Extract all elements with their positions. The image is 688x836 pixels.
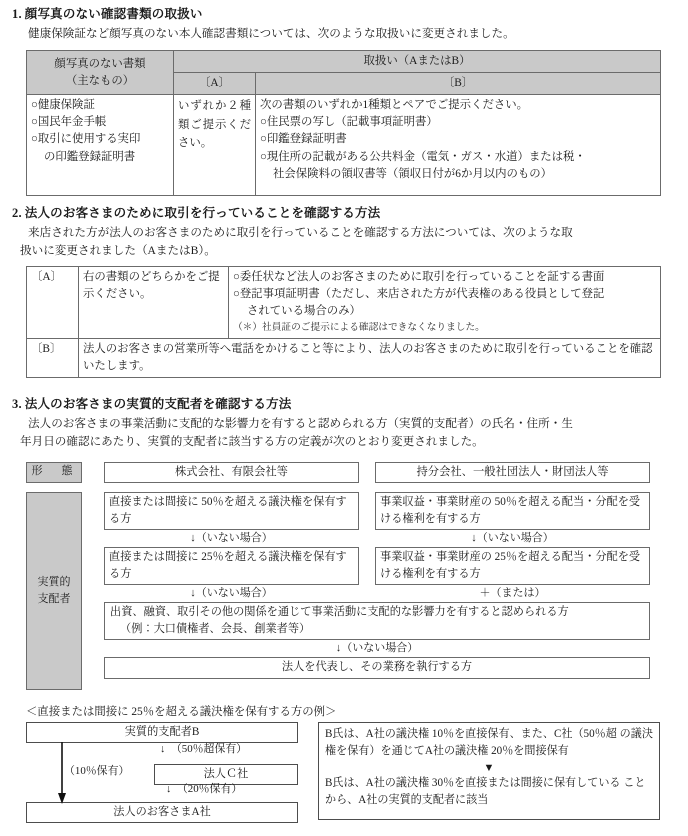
section-1 <box>0 6 688 43</box>
t2-label-b: 〔B〕 <box>27 338 79 377</box>
example-left-diagram <box>26 722 298 822</box>
t1-cell-treatment-a: いずれか２種類ご提示ください。 <box>174 95 256 196</box>
t1-doc-item: ○取引に使用する実印 <box>31 133 141 146</box>
tier2-left: 直接または間接に 25％を超える議決権を保有する方 <box>104 547 359 585</box>
table-no-photo-documents <box>26 50 661 196</box>
section-1-title: 顔写真のない確認書類の取扱い <box>24 7 203 21</box>
section-2-lead-line2: 扱いに変更されました（AまたはB）。 <box>20 243 216 257</box>
section-2-number: 2. <box>12 206 22 220</box>
diagram-label-beneficial-owner <box>26 492 82 690</box>
diagram-tier-4: 法人を代表し、その業務を執行する方 <box>104 657 650 679</box>
t1-header-doc-type <box>27 51 174 95</box>
t2-items-a <box>229 267 661 339</box>
diagram-tier-1 <box>104 492 656 530</box>
t1-doc-item: ○国民年金手帳 <box>31 116 107 129</box>
t1-doc-item: ○健康保険証 <box>31 99 95 112</box>
t1-b-item: ○現住所の記載がある公共料金（電気・ガス・水道）または税・ <box>260 150 586 163</box>
example-box-owner-b: 実質的支配者B <box>26 722 298 743</box>
t1-cell-treatment-b <box>256 95 661 196</box>
diagram-column-header-right: 持分会社、一般社団法人・財団法人等 <box>375 462 650 483</box>
t1-header-doc-type-line2: （主なもの） <box>65 74 135 87</box>
tier3-line2: （例：大口債権者、会長、創業者等） <box>120 622 311 635</box>
beneficial-owner-diagram <box>26 462 660 690</box>
t1-b-item: 社会保険料の領収書等（領収日付が6か月以内のもの） <box>273 167 553 180</box>
explanation-line4: ことから、A社の実質的支配者に該当 <box>325 776 646 806</box>
diagram-column-header-left: 株式会社、有限会社等 <box>104 462 359 483</box>
explanation-line3: B氏は、A社の議決権 30％を直接または間接に保有している <box>325 776 621 789</box>
t2-item: されている場合のみ） <box>247 305 361 318</box>
t1-b-intro: 次の書類のいずれか1種類とペアでご提示ください。 <box>260 99 529 112</box>
diagram-header-row <box>26 462 660 483</box>
diagram-connector-1 <box>104 531 656 546</box>
diagram-tier-3 <box>104 602 650 640</box>
t2-note: （＊）社員証のご提示による確認はできなくなりました。 <box>233 322 485 334</box>
example-caption: ＜直接または間接に 25％を超える議決権を保有する方の例＞ <box>26 706 337 718</box>
example-label-direct-10: （10％保有） <box>64 765 130 777</box>
section-3-lead-line2: 年月日の確認にあたり、実質的支配者に該当する方の定義が次のとおり変更されました。 <box>20 434 484 448</box>
connector2-left: ↓（いない場合） <box>190 586 273 599</box>
section-3-number: 3. <box>12 397 22 411</box>
section-2-title: 法人のお客さまのために取引を行っていることを確認する方法 <box>24 206 381 220</box>
section-2-lead-line1: 来店された方が法人のお客さまのために取引を行っていることを確認する方法については、次のような取 <box>28 225 573 239</box>
section-1-heading <box>0 6 688 23</box>
example-label-hold-20: ↓ （20％保有） <box>166 783 243 795</box>
explanation-line1: B氏は、A社の議決権 10％を直接保有、また、C社（50％超 <box>325 728 617 740</box>
explanation-line2: の議決権を保有）を通じてA社の議決権 20％を間接保有 <box>325 728 653 758</box>
connector2-right: ＋（または） <box>479 586 546 599</box>
down-triangle-icon: ▼ <box>483 761 495 774</box>
t1-doc-item: の印鑑登録証明書 <box>44 150 136 163</box>
connector1-left: ↓（いない場合） <box>190 531 273 544</box>
tier3-line1: 出資、融資、取引その他の関係を通じて事業活動に支配的な影響力を有すると認められる方 <box>110 605 569 618</box>
table-row <box>27 51 661 73</box>
tier2-right: 事業収益・事業財産の 25％を超える配当・分配を受ける権利を有する方 <box>375 547 650 585</box>
table-row <box>27 267 661 339</box>
t1-header-b: 〔B〕 <box>256 73 661 95</box>
section-3-title: 法人のお客さまの実質的支配者を確認する方法 <box>24 397 292 411</box>
tier1-right: 事業収益・事業財産の 50％を超える配当・分配を受ける権利を有する方 <box>375 492 650 530</box>
example-box-company-c: 法人Ｃ社 <box>154 764 298 785</box>
diagram-tier-2 <box>104 547 656 585</box>
section-3 <box>0 396 688 451</box>
table-corporate-transaction-confirm <box>26 266 661 378</box>
diagram-connector-3: ↓（いない場合） <box>335 641 419 654</box>
example-diagram <box>26 722 660 822</box>
t2-item: ○委任状など法人のお客さまのために取引を行っていることを証する書面 <box>233 271 605 283</box>
t2-item: ○登記事項証明書（ただし、来店された方が代表権のある役員として登記 <box>233 288 605 301</box>
section-1-lead: 健康保険証など顔写真のない本人確認書類については、次のような取扱いに変更されました。 <box>28 26 515 40</box>
table-row <box>27 338 661 377</box>
t1-cell-documents <box>27 95 174 196</box>
t1-header-doc-type-line1: 顔写真のない書類 <box>54 57 146 70</box>
diagram-body <box>26 492 660 690</box>
connector1-right: ↓（いない場合） <box>471 531 554 544</box>
diagram-label-form: 形 態 <box>26 462 82 483</box>
example-label-over-50: ↓ （50％超保有） <box>160 743 248 755</box>
diagram-columns <box>104 492 656 679</box>
t1-b-item: ○住民票の写し（記載事項証明書） <box>260 116 438 129</box>
section-3-lead-line1: 法人のお客さまの事業活動に支配的な影響力を有すると認められる方（実質的支配者）の氏名・住所・生 <box>28 416 573 430</box>
table-row <box>27 95 661 196</box>
t2-instruction-a: 右の書類のどちらかをご提示ください。 <box>79 267 229 339</box>
t1-header-treatment: 取扱い（AまたはB） <box>174 51 661 73</box>
example-explanation <box>318 722 660 820</box>
t1-b-item: ○印鑑登録証明書 <box>260 133 347 146</box>
section-2-heading <box>0 205 688 222</box>
section-2 <box>0 205 688 260</box>
t2-label-a: 〔A〕 <box>27 267 79 339</box>
t2-text-b: 法人のお客さまの営業所等へ電話をかけること等により、法人のお客さまのために取引を行っていることを確認いたします。 <box>79 338 661 377</box>
section-3-heading <box>0 396 688 413</box>
section-1-number: 1. <box>12 7 22 21</box>
diagram-connector-2 <box>104 586 656 601</box>
diagram-label-bo-line1: 実質的 <box>37 576 71 589</box>
long-down-arrow-icon <box>56 742 68 804</box>
t1-header-a: 〔A〕 <box>174 73 256 95</box>
diagram-label-bo-line2: 支配者 <box>37 592 71 605</box>
example-box-company-a: 法人のお客さまA社 <box>26 802 298 823</box>
tier1-left: 直接または間接に 50％を超える議決権を保有する方 <box>104 492 359 530</box>
